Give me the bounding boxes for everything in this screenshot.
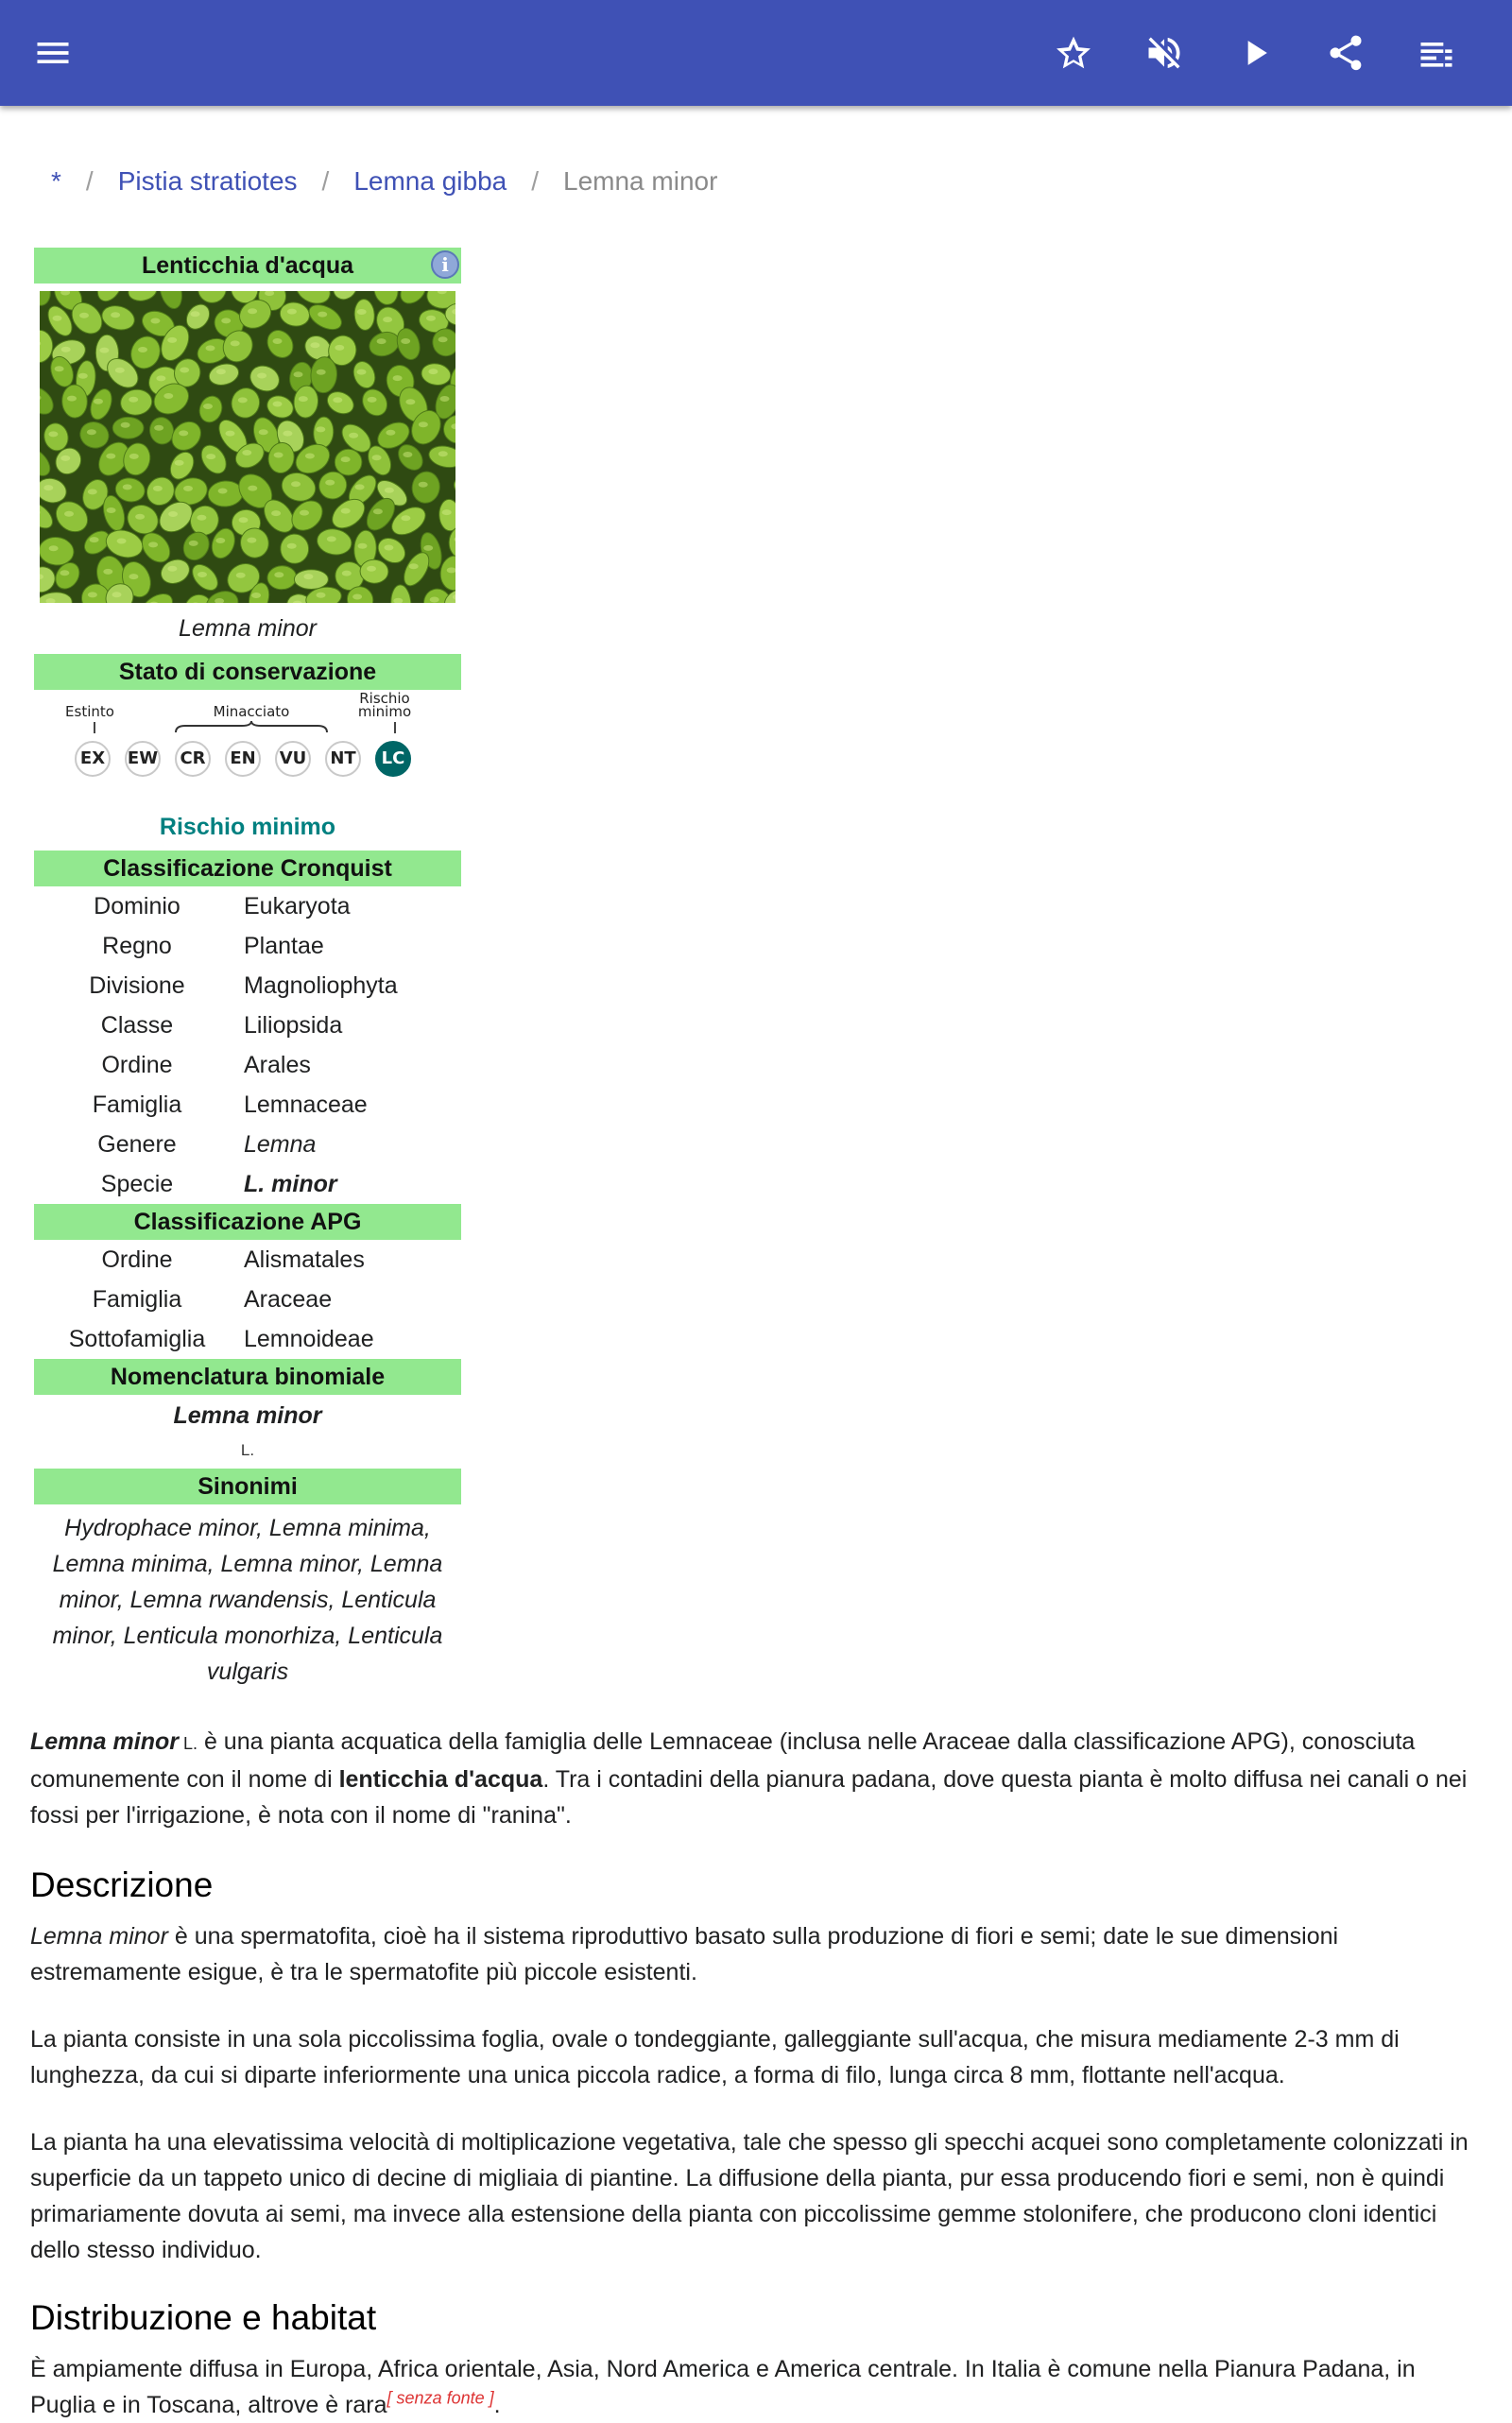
leaf-highlight — [358, 543, 368, 549]
label-estinto: Estinto — [57, 703, 123, 720]
leaf-highlight — [305, 454, 315, 459]
leaf-highlight — [401, 515, 410, 521]
leaf-highlight — [357, 369, 367, 375]
leaf-highlight — [316, 426, 325, 432]
leaf-highlight — [368, 397, 377, 403]
leaf-highlight — [355, 484, 365, 490]
leaf-highlight — [303, 574, 313, 579]
leaf-highlight — [383, 317, 392, 322]
duckweed-leaf — [360, 559, 389, 584]
binomial-name: Lemna minor — [34, 1397, 461, 1435]
label-rischio-minimo: Rischio minimo — [352, 692, 418, 718]
table-row: Famiglia Lemnaceae — [34, 1085, 461, 1125]
leaf-highlight — [300, 510, 309, 516]
duckweed-leaf — [112, 417, 144, 438]
leaf-highlight — [273, 402, 283, 407]
leaf-highlight — [248, 486, 257, 491]
leaf-highlight — [242, 450, 251, 455]
leaf-highlight — [117, 539, 127, 544]
leaf-highlight — [215, 538, 225, 543]
leaf-highlight — [257, 373, 266, 379]
leaf-highlight — [384, 545, 393, 551]
leaf-highlight — [148, 541, 158, 547]
leaf-highlight — [259, 429, 268, 435]
leaf-highlight — [88, 592, 97, 597]
status-vu: VU — [275, 741, 311, 777]
leaf-highlight — [349, 433, 358, 438]
status-ex: EX — [75, 741, 111, 777]
leaf-highlight — [129, 574, 138, 579]
leaf-highlight — [87, 429, 96, 435]
leaf-highlight — [129, 454, 139, 459]
conservation-header: Stato di conservazione — [34, 654, 461, 690]
status-nt: NT — [325, 741, 361, 777]
leaf-highlight — [156, 375, 165, 381]
descrizione-p1: Lemna minor è una spermatofita, cioè ha il sistema riproduttivo basato sulla produzione di fiori e semi; date le sue dimensioni estremamente esigue, è tra le spermatofite più piccole esistenti. — [30, 1918, 1482, 1990]
duckweed-leaf — [335, 449, 363, 476]
playlist-icon[interactable] — [1406, 23, 1467, 83]
menu-icon[interactable] — [23, 23, 83, 83]
label-minacciato: Minacciato — [185, 703, 318, 720]
leaf-highlight — [64, 511, 74, 517]
leaf-highlight — [393, 375, 403, 381]
table-row: Ordine Alismatales — [34, 1240, 461, 1280]
leaf-highlight — [189, 541, 198, 546]
leaf-highlight — [175, 460, 184, 466]
leaf-highlight — [198, 572, 207, 577]
leaf-highlight — [168, 511, 178, 517]
leaf-highlight — [179, 430, 188, 436]
table-row: Ordine Arales — [34, 1045, 461, 1085]
leaf-highlight — [428, 369, 438, 374]
table-row: Specie L. minor — [34, 1164, 461, 1204]
status-cr: CR — [175, 741, 211, 777]
leaf-highlight — [247, 538, 256, 543]
leaf-highlight — [291, 481, 301, 487]
volume-off-icon[interactable] — [1134, 23, 1194, 83]
leaf-highlight — [317, 593, 326, 598]
leaf-highlight — [231, 340, 240, 346]
cronquist-header: Classificazione Cronquist — [34, 851, 461, 886]
leaf-highlight — [123, 484, 132, 490]
leaf-highlight — [61, 347, 71, 352]
heading-descrizione: Descrizione — [30, 1867, 1482, 1903]
leaf-highlight — [401, 338, 410, 344]
leaf-highlight — [403, 452, 412, 457]
leaf-highlight — [48, 431, 58, 437]
leaf-highlight — [372, 455, 382, 460]
leaf-highlight — [121, 422, 130, 428]
leaf-highlight — [352, 594, 362, 600]
leaf-highlight — [94, 399, 103, 404]
leaf-highlight — [111, 312, 120, 318]
leaf-highlight — [405, 399, 415, 404]
leaf-highlight — [327, 536, 336, 541]
status-ew: EW — [125, 741, 161, 777]
leaf-highlight — [88, 489, 97, 494]
leaf-highlight — [335, 345, 344, 351]
leaf-highlight — [377, 338, 387, 344]
heading-distribuzione: Distribuzione e habitat — [30, 2300, 1482, 2336]
table-row: Dominio Eukaryota — [34, 886, 461, 926]
distribuzione-p1: È ampiamente diffusa in Europa, Africa orientale, Asia, Nord America e America centrale. In Italia è comune nella Pianura Padana, in Puglia e in Toscana, altrove è rara[ senza fonte ]. — [30, 2351, 1482, 2423]
leaf-highlight — [385, 488, 394, 493]
leaf-highlight — [183, 486, 193, 491]
leaf-highlight — [310, 342, 319, 348]
leaf-highlight — [426, 316, 436, 321]
leaf-highlight — [438, 451, 448, 456]
leaf-highlight — [53, 316, 62, 321]
leaf-highlight — [218, 489, 228, 494]
leaf-highlight — [251, 593, 261, 598]
synonyms-header: Sinonimi — [34, 1469, 461, 1504]
leaf-highlight — [239, 517, 249, 523]
leaf-highlight — [236, 573, 246, 578]
leaf-highlight — [299, 396, 308, 402]
leaf-highlight — [325, 480, 335, 486]
share-icon[interactable] — [1315, 23, 1376, 83]
star-icon[interactable] — [1043, 23, 1104, 83]
leaf-highlight — [112, 592, 122, 597]
leaf-highlight — [341, 456, 351, 462]
leaf-highlight — [79, 313, 89, 318]
breadcrumb-item-pistia[interactable]: Pistia stratiotes — [118, 166, 298, 196]
conservation-scale — [34, 690, 461, 803]
leaf-highlight — [206, 454, 215, 459]
leaf-highlight — [287, 309, 297, 315]
leaf-highlight — [216, 369, 226, 374]
leaf-highlight — [60, 455, 70, 461]
leaf-highlight — [221, 318, 231, 323]
leaf-highlight — [115, 368, 125, 373]
leaf-highlight — [150, 318, 160, 324]
species-photo[interactable] — [40, 291, 455, 603]
leaf-highlight — [49, 545, 59, 551]
threatened-brace — [174, 720, 329, 733]
leaf-highlight — [197, 515, 206, 521]
leaf-highlight — [226, 431, 235, 437]
leaf-highlight — [419, 421, 428, 427]
leaf-highlight — [167, 566, 177, 572]
table-row: Famiglia Araceae — [34, 1280, 461, 1319]
leaf-highlight — [294, 371, 303, 377]
descrizione-p3: La pianta ha una elevatissima velocità di moltiplicazione vegetativa, tale che spesso gli specchi acquei sono completamente colonizzati in superficie da un tappeto unico di decine di migliaia di piantine. La diffusione della pianta, pur essa producendo fiori e semi, non è quindi primariamente dovuta ai semi, ma invece alla estensione della pianta con piccolissime gemme stolonifere, che producono cloni identici dello stesso individuo. — [30, 2124, 1482, 2268]
table-row: Divisione Magnoliophyta — [34, 966, 461, 1005]
leaf-highlight — [342, 571, 352, 576]
leaf-highlight — [238, 397, 248, 403]
leaf-highlight — [203, 404, 213, 409]
cronquist-table — [34, 886, 461, 1204]
synonyms-list: Hydrophace minor, Lemna minima, Lemna minima, Lemna minor, Lemna minor, Lemna rwandensis, Lenticula minor, Lenticula monorhiza, Lenticula vulgaris — [34, 1504, 461, 1690]
leaf-highlight — [191, 311, 200, 317]
leaf-highlight — [423, 545, 433, 551]
section-distribuzione — [30, 2300, 1482, 2336]
leaf-highlight — [55, 366, 64, 371]
leaf-highlight — [248, 308, 257, 314]
leaf-highlight — [419, 482, 428, 488]
table-row: Genere Lemna — [34, 1125, 461, 1164]
app-bar — [0, 0, 1512, 106]
leaf-highlight — [163, 393, 173, 399]
leaf-highlight — [107, 507, 116, 513]
taxobox-title: Lenticchia d'acqua i — [34, 248, 461, 284]
breadcrumb-item-root[interactable]: * — [51, 166, 61, 196]
descrizione-p2: La pianta consiste in una sola piccolissima foglia, ovale o tondeggiante, galleggiante sull'acqua, che misura mediamente 2-3 mm di lunghezza, da cui si diparte inferiormente una unica piccola radice, a forma di filo, lunga circa 8 mm, flottante nell'acqua. — [30, 2021, 1482, 2093]
status-en: EN — [225, 741, 261, 777]
leaf-highlight — [138, 347, 147, 352]
breadcrumb-item-lemna-gibba[interactable]: Lemna gibba — [353, 166, 507, 196]
table-row: Classe Liliopsida — [34, 1005, 461, 1045]
binomial-header: Nomenclatura binomiale — [34, 1359, 461, 1395]
leaf-highlight — [274, 572, 284, 577]
leaf-highlight — [283, 431, 292, 437]
leaf-highlight — [274, 453, 284, 458]
leaf-highlight — [273, 338, 283, 344]
leaf-highlight — [167, 337, 177, 343]
table-row: Regno Plantae — [34, 926, 461, 966]
leaf-highlight — [206, 345, 215, 351]
breadcrumb-current: Lemna minor — [563, 166, 717, 196]
leaf-highlight — [430, 597, 439, 603]
leaf-highlight — [367, 566, 376, 572]
conservation-status-link[interactable]: Rischio minimo — [34, 803, 461, 851]
leaf-highlight — [409, 563, 419, 569]
leaf-highlight — [90, 537, 99, 542]
leaf-highlight — [317, 369, 326, 375]
citation-needed[interactable]: [ senza fonte ] — [387, 2389, 494, 2408]
leaf-highlight — [318, 312, 327, 318]
leaf-highlight — [333, 397, 342, 403]
leaf-highlight — [103, 569, 112, 575]
leaf-highlight — [357, 309, 367, 315]
leaf-highlight — [60, 570, 69, 576]
status-lc: LC — [375, 741, 411, 777]
leaf-highlight — [78, 373, 88, 379]
article-intro: Lemna minor L. è una pianta acquatica della famiglia delle Lemnaceae (inclusa nelle Araceae dalla classificazione APG), conosciuta comunemente con il nome di lenticchia d'acqua. Tra i contadini della pianura padana, dove questa pianta è molto diffusa nei canali o nei fossi per l'irrigazione, è nota con il nome di "ranina". — [30, 1724, 1482, 1833]
leaf-highlight — [67, 396, 77, 402]
leaf-highlight — [287, 543, 297, 549]
table-row: Sottofamiglia Lemnoideae — [34, 1319, 461, 1359]
leaf-highlight — [153, 486, 163, 491]
leaf-highlight — [154, 425, 163, 431]
apg-table — [34, 1240, 461, 1359]
taxobox — [34, 248, 461, 1690]
leaf-highlight — [129, 397, 138, 403]
leaf-highlight — [386, 430, 395, 436]
leaf-highlight — [180, 368, 189, 373]
leaf-highlight — [438, 336, 448, 342]
leaf-highlight — [440, 396, 450, 402]
leaf-highlight — [442, 509, 452, 515]
info-icon[interactable]: i — [431, 250, 459, 279]
breadcrumb: * / Pistia stratiotes / Lemna gibba / Lemna minor — [51, 166, 717, 197]
duckweed-leaf — [294, 570, 328, 590]
leaf-highlight — [271, 510, 281, 516]
apg-header: Classificazione APG — [34, 1204, 461, 1240]
binomial-author[interactable]: L. — [34, 1435, 461, 1469]
leaf-highlight — [43, 485, 53, 490]
leaf-highlight — [106, 454, 115, 459]
leaf-highlight — [373, 508, 383, 514]
leaf-highlight — [341, 508, 351, 514]
leaf-highlight — [99, 348, 109, 353]
play-icon[interactable] — [1225, 23, 1285, 83]
section-descrizione — [30, 1867, 1482, 1903]
leaf-highlight — [135, 514, 145, 520]
photo-caption: Lemna minor — [34, 603, 461, 654]
